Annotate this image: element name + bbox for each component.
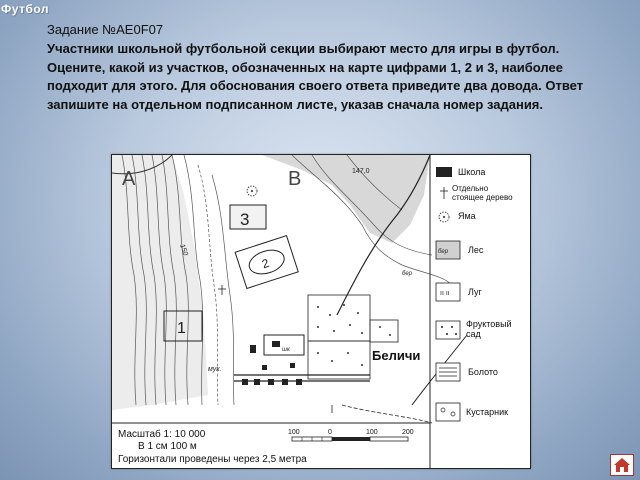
pit-icon — [247, 186, 257, 196]
legend-orchard: Фруктовый сад — [466, 319, 512, 339]
scale-line3: Горизонтали проведены через 2,5 метра — [118, 454, 307, 465]
legend-pit: Яма — [458, 211, 476, 221]
scale-tick-100a: 100 — [288, 429, 300, 436]
legend-tree: Отдельно стоящее дерево — [452, 184, 513, 202]
plot-2-label: 2 — [260, 255, 271, 272]
scale-title: Масштаб 1: 10 000 — [118, 429, 206, 440]
meadow-icon — [436, 283, 460, 301]
plot-3-label: 3 — [240, 210, 250, 229]
scale-tick-200: 200 — [402, 429, 414, 436]
scale-line2: В 1 см 100 м — [138, 441, 197, 452]
legend-school: Школа — [458, 167, 486, 177]
task-id: Задание №AE0F07 — [47, 22, 164, 37]
elevation-label: 147,0 — [352, 168, 370, 175]
tree-icon — [440, 187, 448, 199]
village-label: Беличи — [372, 348, 421, 363]
slide-tag: Футбол — [1, 2, 50, 16]
svg-text:ıı ıı: ıı ıı — [440, 290, 450, 297]
school-mark-label: шк — [282, 347, 290, 353]
legend-meadow: Луг — [468, 287, 482, 297]
orchard-area — [308, 295, 398, 379]
shrub-icon — [436, 403, 460, 421]
scale-tick-100b: 100 — [366, 429, 378, 436]
forest-icon — [436, 241, 460, 259]
home-icon — [613, 457, 631, 473]
svg-text:бер: бер — [438, 249, 449, 255]
corner-a-label: A — [122, 168, 136, 190]
scale-bar — [288, 429, 414, 441]
corner-b-label: B — [288, 168, 302, 190]
legend-shrub: Кустарник — [466, 407, 509, 417]
orchard-icon — [436, 321, 460, 339]
topographic-map — [111, 154, 531, 469]
mill-label: мук. — [208, 366, 222, 373]
legend-forest: Лес — [468, 245, 484, 255]
plot-2 — [235, 236, 298, 289]
birch-mark-label: бер — [402, 271, 413, 277]
plot-1-label: 1 — [177, 320, 186, 337]
village-buildings — [242, 335, 304, 385]
contour-label: 150 — [178, 243, 189, 257]
legend-swamp: Болото — [468, 367, 498, 377]
swamp-icon — [436, 363, 460, 381]
school-icon — [436, 167, 452, 177]
scale-tick-0: 0 — [328, 429, 332, 436]
home-button[interactable] — [610, 454, 634, 476]
task-text: Участники школьной футбольной секции выбирают место для игры в футбол. Оцените, какой из участков, обозначенных на карте цифрами 1, 2 и 3, наиболее подходит для этого. Для обоснования своего ответа приведите два довода. Ответ запишите на отдельном подписанном листе, указав сначала номер задания. — [47, 41, 584, 112]
pit-legend-icon — [439, 212, 449, 222]
